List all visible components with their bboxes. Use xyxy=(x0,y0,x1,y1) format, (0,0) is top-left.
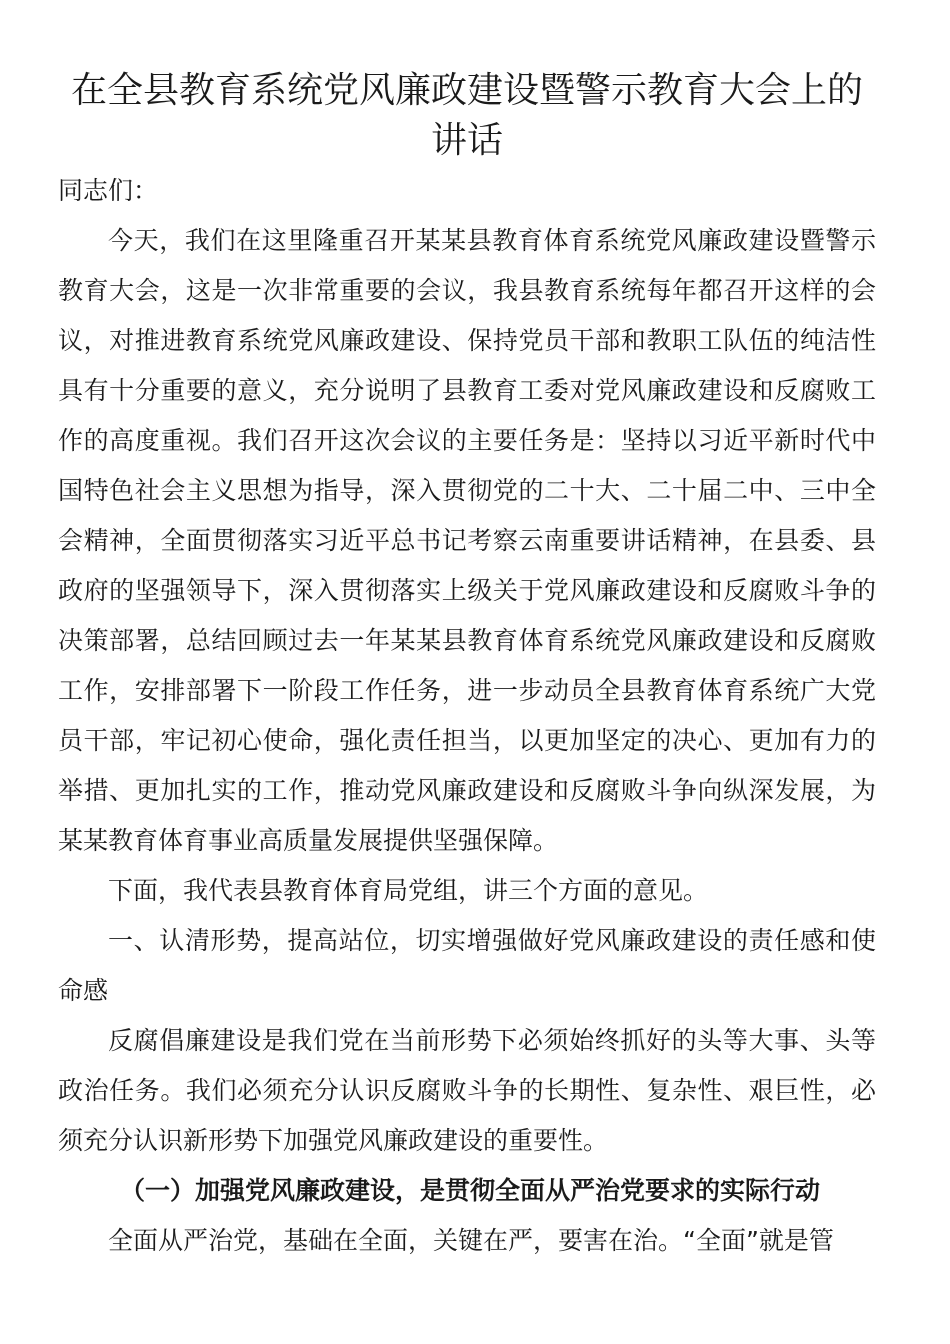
document-title: 在全县教育系统党风廉政建设暨警示教育大会上的讲话 xyxy=(70,70,863,161)
section-heading: 一、认清形势，提高站位，切实增强做好党风廉政建设的责任感和使命感 xyxy=(58,926,876,1005)
body-paragraph: 下面，我代表县教育体育局党组，讲三个方面的意见。 xyxy=(108,876,709,905)
subsection-heading: （一）加强党风廉政建设，是贯彻全面从严治党要求的实际行动 xyxy=(120,1176,821,1205)
salutation: 同志们： xyxy=(58,176,159,205)
document-page xyxy=(58,66,876,1266)
body-paragraph: 全面从严治党，基础在全面，关键在严，要害在治。“全面”就是管 xyxy=(108,1226,834,1255)
body-paragraph: 反腐倡廉建设是我们党在当前形势下必须始终抓好的头等大事、头等政治任务。我们必须充分认识反腐败斗争的长期性、复杂性、艰巨性，必须充分认识新形势下加强党风廉政建设的重要性。 xyxy=(58,1026,876,1155)
body-paragraph: 今天，我们在这里隆重召开某某县教育体育系统党风廉政建设暨警示教育大会，这是一次非常重要的会议，我县教育系统每年都召开这样的会议，对推进教育系统党风廉政建设、保持党员干部和教职工队伍的纯洁性具有十分重要的意义，充分说明了县教育工委对党风廉政建设和反腐败工作的高度重视。我们召开这次会议的主要任务是：坚持以习近平新时代中国特色社会主义思想为指导，深入贯彻党的二十大、二十届二中、三中全会精神，全面贯彻落实习近平总书记考察云南重要讲话精神，在县委、县政府的坚强领导下，深入贯彻落实上级关于党风廉政建设和反腐败斗争的决策部署，总结回顾过去一年某某县教育体育系统党风廉政建设和反腐败工作，安排部署下一阶段工作任务，进一步动员全县教育体育系统广大党员干部，牢记初心使命，强化责任担当，以更加坚定的决心、更加有力的举措、更加扎实的工作，推动党风廉政建设和反腐败斗争向纵深发展，为某某教育体育事业高质量发展提供坚强保障。 xyxy=(58,226,876,855)
